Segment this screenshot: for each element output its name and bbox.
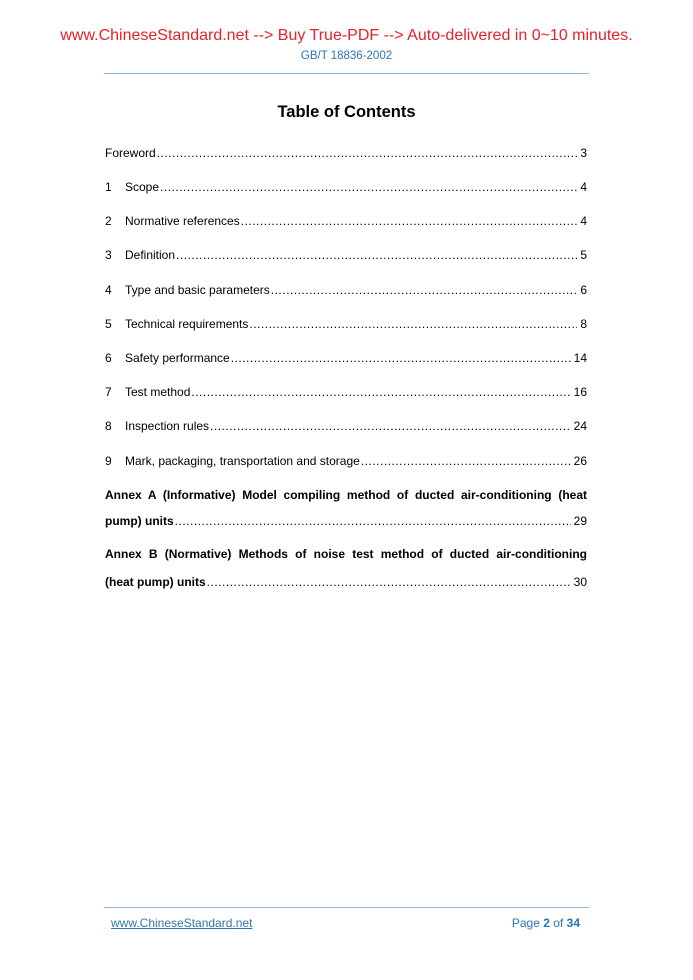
toc-entry-test-method[interactable] [105,384,587,400]
toc-entry-label: Scope [125,180,160,194]
page-current: 2 [543,916,550,930]
toc-dot-leader [231,350,571,366]
toc-entry-page: 4 [580,214,587,228]
toc-entry-number: 4 [105,283,112,297]
toc-entry-label: Safety performance [125,351,230,365]
toc-dot-leader [361,453,571,469]
toc-dot-leader [176,247,577,263]
toc-dot-leader [241,213,578,229]
toc-entry-number: 3 [105,248,112,262]
toc-entry-label: pump) units [105,514,174,528]
toc-entry-foreword[interactable] [105,145,587,161]
page-prefix: Page [511,916,540,930]
toc-entry-inspection-rules[interactable] [105,418,587,434]
toc-entry-label: Mark, packaging, transportation and storage [125,454,360,468]
header-banner[interactable]: www.ChineseStandard.net --> Buy True-PDF --> Auto-delivered in 0~10 minutes. [60,27,633,44]
toc-annex-a-title-line1[interactable]: Annex A (Informative) Model compiling method of ducted air-conditioning (heat [105,488,587,502]
header-divider [104,73,589,74]
toc-entry-number: 1 [105,180,112,194]
toc-entry-page: 29 [573,514,587,528]
toc-entry-technical-requirements[interactable] [105,316,587,332]
toc-entry-annex-a[interactable] [105,513,587,529]
toc-entry-number: 9 [105,454,112,468]
toc-entry-safety-performance[interactable] [105,350,587,366]
toc-entry-scope[interactable] [105,179,587,195]
toc-entry-number: 7 [105,385,112,399]
toc-dot-leader [191,384,570,400]
toc-entry-label: Foreword [105,146,156,160]
toc-entry-label: Definition [125,248,176,262]
toc-annex-b-title-line1[interactable]: Annex B (Normative) Methods of noise test method of ducted air-conditioning [105,547,587,561]
toc-entry-type-and-basic-parameters[interactable] [105,282,587,298]
toc-entry-page: 8 [580,317,587,331]
toc-entry-definition[interactable] [105,247,587,263]
toc-entry-number: 8 [105,419,112,433]
toc-title: Table of Contents [277,103,416,121]
toc-entry-label: (heat pump) units [105,575,206,589]
standard-code: GB/T 18836-2002 [300,50,393,62]
toc-dot-leader [271,282,578,298]
toc-entry-page: 14 [573,351,587,365]
toc-entry-label: Technical requirements [125,317,249,331]
toc-entry-number: 6 [105,351,112,365]
toc-entry-page: 4 [580,180,587,194]
toc-entry-page: 26 [573,454,587,468]
toc-entry-page: 24 [573,419,587,433]
page-total: 34 [566,916,580,930]
toc-entry-page: 30 [573,575,587,589]
toc-entry-label: Test method [125,385,191,399]
footer-site-link[interactable]: www.ChineseStandard.net [111,916,253,930]
footer-page-number [512,916,580,930]
toc-entry-normative-references[interactable] [105,213,587,229]
toc-dot-leader [175,513,571,529]
toc-entry-page: 5 [580,248,587,262]
toc-dot-leader [160,179,577,195]
toc-dot-leader [207,574,571,590]
page-of: of [553,916,564,930]
toc-entry-label: Inspection rules [125,419,210,433]
toc-entry-label: Normative references [125,214,240,228]
toc-entry-number: 5 [105,317,112,331]
toc-dot-leader [210,418,571,434]
toc-entry-page: 3 [580,146,587,160]
toc-entry-label: Type and basic parameters [125,283,270,297]
toc-entry-mark-packaging[interactable] [105,453,587,469]
toc-dot-leader [249,316,577,332]
footer-divider [104,907,589,908]
toc-entry-annex-b[interactable] [105,574,587,590]
toc-entry-number: 2 [105,214,112,228]
toc-dot-leader [157,145,578,161]
toc-entry-page: 6 [580,283,587,297]
toc-entry-page: 16 [573,385,587,399]
